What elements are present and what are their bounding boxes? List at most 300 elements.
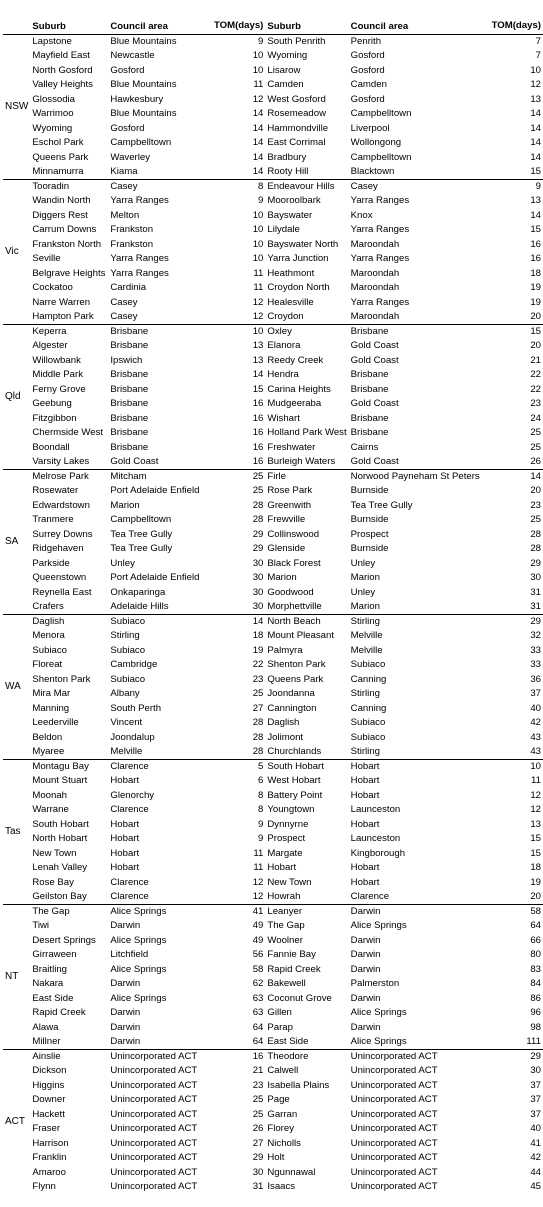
- left-suburb-cell: Ridgehaven: [32, 543, 84, 555]
- right-suburb-cell: Carina Heights: [267, 383, 331, 395]
- right-council-cell: Prospect: [350, 528, 389, 540]
- left-suburb-cell: Wyoming: [32, 122, 73, 134]
- left-suburb-cell: Rose Bay: [32, 876, 74, 888]
- left-suburb-cell: Braitling: [32, 963, 68, 975]
- table-body: [3, 35, 543, 1195]
- right-suburb-cell: Bayswater North: [267, 238, 339, 250]
- right-suburb-cell: Freshwater: [267, 441, 316, 453]
- left-council-cell: Unley: [110, 557, 135, 569]
- left-council-cell: Unincorporated ACT: [110, 1123, 198, 1135]
- right-suburb-cell: Wishart: [267, 412, 300, 424]
- left-council-cell: South Perth: [110, 702, 162, 714]
- left-suburb-cell: Boondall: [32, 441, 70, 453]
- right-council-cell: Unincorporated ACT: [350, 1079, 438, 1091]
- table-row: [3, 1122, 543, 1137]
- left-suburb-cell: Algester: [32, 340, 68, 352]
- left-council-cell: Alice Springs: [110, 992, 167, 1004]
- left-suburb-cell: Frankston North: [32, 238, 102, 250]
- table-row: [3, 455, 543, 470]
- left-tom-cell: 29: [252, 1152, 264, 1164]
- right-suburb-cell: East Corrimal: [267, 137, 326, 149]
- right-tom-cell: 15: [530, 224, 541, 236]
- right-tom-cell: 29: [482, 1050, 543, 1065]
- right-council-cell: Gold Coast: [350, 340, 399, 352]
- right-council-cell: Maroondah: [350, 267, 400, 279]
- left-suburb-cell: Melrose Park: [30, 470, 108, 485]
- left-tom-cell: 9: [258, 195, 264, 207]
- right-tom-cell: 19: [530, 296, 541, 308]
- left-suburb-cell: Carrum Downs: [32, 224, 97, 236]
- right-tom-cell: 29: [482, 615, 543, 630]
- header-council-right: Council area: [350, 21, 409, 33]
- left-suburb-cell: Shenton Park: [32, 673, 91, 685]
- table-row: [3, 339, 543, 354]
- left-tom-cell: 8: [258, 789, 264, 801]
- left-council-cell: Campbelltown: [110, 137, 172, 149]
- right-tom-cell: 84: [530, 978, 541, 990]
- right-tom-cell: 66: [530, 934, 541, 946]
- right-suburb-cell: Croydon: [267, 311, 304, 323]
- left-tom-cell: 14: [252, 166, 264, 178]
- left-council-cell: Cardinia: [110, 282, 147, 294]
- table-row: [3, 934, 543, 949]
- right-council-cell: Darwin: [350, 992, 381, 1004]
- left-suburb-cell: Millner: [32, 1036, 61, 1048]
- left-council-cell: Tea Tree Gully: [110, 528, 173, 540]
- left-council-cell: Gold Coast: [110, 456, 159, 468]
- right-council-cell: Brisbane: [350, 412, 389, 424]
- right-council-cell: Hobart: [349, 760, 482, 775]
- left-tom-cell: 11: [253, 862, 264, 874]
- left-tom-cell: 19: [252, 644, 264, 656]
- right-tom-cell: 43: [530, 731, 541, 743]
- left-council-cell: Newcastle: [110, 50, 155, 62]
- right-council-cell: Tea Tree Gully: [350, 499, 413, 511]
- table-row: [3, 876, 543, 891]
- right-tom-cell: 80: [530, 949, 541, 961]
- table-row: [3, 1021, 543, 1036]
- left-tom-cell: 12: [252, 311, 264, 323]
- right-suburb-cell: Bayswater: [267, 209, 313, 221]
- left-tom-cell: 16: [252, 427, 264, 439]
- left-council-cell: Hobart: [110, 862, 140, 874]
- right-tom-cell: 40: [530, 702, 541, 714]
- right-tom-cell: 12: [530, 804, 541, 816]
- left-council-cell: Hawkesbury: [110, 93, 164, 105]
- right-council-cell: Alice Springs: [350, 1007, 407, 1019]
- table-row: [3, 557, 543, 572]
- left-suburb-cell: Mira Mar: [32, 688, 71, 700]
- left-tom-cell: 25: [202, 470, 265, 485]
- table-row: [3, 165, 543, 180]
- right-council-cell: Maroondah: [350, 282, 400, 294]
- right-suburb-cell: The Gap: [267, 920, 305, 932]
- left-tom-cell: 13: [252, 354, 264, 366]
- right-council-cell: Darwin: [350, 949, 381, 961]
- left-suburb-cell: Geilston Bay: [32, 891, 87, 903]
- left-suburb-cell: Queenstown: [32, 572, 87, 584]
- table-row: [3, 136, 543, 151]
- left-tom-cell: 41: [202, 905, 265, 920]
- left-tom-cell: 30: [252, 601, 264, 613]
- table-row: [3, 252, 543, 267]
- left-council-cell: Casey: [110, 311, 138, 323]
- right-suburb-cell: Margate: [267, 847, 303, 859]
- table-row: [3, 310, 543, 325]
- right-suburb-cell: Dynnyrne: [267, 818, 309, 830]
- table-row: [3, 397, 543, 412]
- table-row: [3, 600, 543, 615]
- left-tom-cell: 64: [252, 1021, 264, 1033]
- left-tom-cell: 28: [252, 717, 264, 729]
- right-suburb-cell: Cannington: [267, 702, 317, 714]
- left-suburb-cell: Alawa: [32, 1021, 59, 1033]
- right-suburb-cell: North Beach: [265, 615, 348, 630]
- left-tom-cell: 16: [202, 1050, 265, 1065]
- right-suburb-cell: Camden: [267, 79, 304, 91]
- right-suburb-cell: Woolner: [267, 934, 303, 946]
- right-tom-cell: 19: [530, 282, 541, 294]
- right-council-cell: Unincorporated ACT: [350, 1108, 438, 1120]
- right-tom-cell: 13: [530, 93, 541, 105]
- left-council-cell: Hobart: [110, 818, 140, 830]
- left-suburb-cell: Fitzgibbon: [32, 412, 77, 424]
- right-council-cell: Subiaco: [350, 731, 386, 743]
- table-row: [3, 760, 543, 775]
- table-row: [3, 963, 543, 978]
- left-council-cell: Blue Mountains: [110, 108, 177, 120]
- state-label: NSW: [3, 35, 30, 180]
- right-council-cell: Darwin: [349, 905, 482, 920]
- table-row: [3, 122, 543, 137]
- table-row: [3, 789, 543, 804]
- right-suburb-cell: Endeavour Hills: [265, 180, 348, 195]
- left-tom-cell: 14: [252, 122, 264, 134]
- right-council-cell: Gold Coast: [350, 354, 399, 366]
- left-tom-cell: 30: [252, 586, 264, 598]
- right-tom-cell: 83: [530, 963, 541, 975]
- right-council-cell: Canning: [350, 673, 387, 685]
- table-row: [3, 78, 543, 93]
- right-tom-cell: 14: [530, 209, 541, 221]
- left-suburb-cell: Rosewater: [32, 485, 79, 497]
- right-tom-cell: 42: [530, 717, 541, 729]
- right-suburb-cell: Heathmont: [267, 267, 315, 279]
- left-tom-cell: 56: [252, 949, 264, 961]
- table-row: [3, 1006, 543, 1021]
- right-tom-cell: 31: [530, 601, 541, 613]
- right-suburb-cell: Howrah: [267, 891, 301, 903]
- table-row: [3, 441, 543, 456]
- left-suburb-cell: Nakara: [32, 978, 64, 990]
- right-council-cell: Darwin: [350, 934, 381, 946]
- table-row: [3, 64, 543, 79]
- left-council-cell: Yarra Ranges: [110, 267, 169, 279]
- right-council-cell: Yarra Ranges: [350, 195, 410, 207]
- right-suburb-cell: East Side: [267, 1036, 309, 1048]
- left-suburb-cell: Minnamurra: [32, 166, 84, 178]
- right-suburb-cell: Mount Pleasant: [267, 630, 335, 642]
- left-council-cell: Brisbane: [110, 369, 149, 381]
- left-suburb-cell: Beldon: [32, 731, 63, 743]
- left-suburb-cell: Parkside: [32, 557, 70, 569]
- left-council-cell: Brisbane: [110, 383, 149, 395]
- table-row: [3, 919, 543, 934]
- left-tom-cell: 12: [252, 891, 264, 903]
- table-row: [3, 890, 543, 905]
- table-row: [3, 151, 543, 166]
- right-council-cell: Camden: [350, 79, 387, 91]
- table-row: [3, 35, 543, 50]
- left-suburb-cell: Ainslie: [30, 1050, 108, 1065]
- right-tom-cell: 13: [530, 818, 541, 830]
- right-council-cell: Darwin: [350, 963, 381, 975]
- right-council-cell: Burnside: [350, 514, 389, 526]
- left-council-cell: Frankston: [110, 224, 154, 236]
- left-tom-cell: 62: [252, 978, 264, 990]
- right-council-cell: Marion: [350, 572, 380, 584]
- header-tom-right: TOM(days): [491, 20, 541, 32]
- right-suburb-cell: Theodore: [265, 1050, 348, 1065]
- left-suburb-cell: Dickson: [32, 1065, 67, 1077]
- right-suburb-cell: South Hobart: [265, 760, 348, 775]
- right-council-cell: Canning: [350, 702, 387, 714]
- right-tom-cell: 111: [526, 1036, 541, 1048]
- right-tom-cell: 20: [530, 485, 541, 497]
- table-row: [3, 716, 543, 731]
- right-suburb-cell: Fannie Bay: [267, 949, 316, 961]
- right-suburb-cell: New Town: [267, 876, 312, 888]
- right-tom-cell: 12: [530, 79, 541, 91]
- right-council-cell: Maroondah: [350, 311, 400, 323]
- left-suburb-cell: Middle Park: [32, 369, 83, 381]
- left-tom-cell: 22: [252, 659, 264, 671]
- right-suburb-cell: Collinswood: [267, 528, 320, 540]
- left-suburb-cell: Mayfield East: [32, 50, 90, 62]
- right-suburb-cell: Healesville: [267, 296, 314, 308]
- right-council-cell: Casey: [349, 180, 482, 195]
- left-suburb-cell: Ferny Grove: [32, 383, 86, 395]
- left-suburb-cell: Varsity Lakes: [32, 456, 90, 468]
- left-suburb-cell: Tooradin: [30, 180, 108, 195]
- left-tom-cell: 30: [252, 557, 264, 569]
- right-council-cell: Norwood Payneham St Peters: [350, 471, 480, 483]
- right-suburb-cell: Lilydale: [267, 224, 300, 236]
- right-suburb-cell: Black Forest: [267, 557, 321, 569]
- left-tom-cell: 30: [252, 572, 264, 584]
- table-row: [3, 209, 543, 224]
- right-tom-cell: 13: [530, 195, 541, 207]
- left-tom-cell: 63: [252, 992, 264, 1004]
- left-tom-cell: 26: [252, 1123, 264, 1135]
- right-council-cell: Brisbane: [349, 325, 482, 340]
- left-council-cell: Campbelltown: [110, 514, 172, 526]
- left-tom-cell: 16: [252, 456, 264, 468]
- header-council-left: Council area: [110, 21, 168, 33]
- table-row: [3, 992, 543, 1007]
- left-tom-cell: 12: [252, 876, 264, 888]
- left-council-cell: Brisbane: [110, 340, 149, 352]
- right-council-cell: Hobart: [350, 818, 380, 830]
- right-tom-cell: 45: [530, 1181, 541, 1193]
- left-council-cell: Unincorporated ACT: [110, 1137, 198, 1149]
- left-tom-cell: 14: [252, 137, 264, 149]
- left-tom-cell: 8: [258, 804, 264, 816]
- right-council-cell: Gosford: [350, 64, 385, 76]
- left-council-cell: Kiama: [110, 166, 138, 178]
- table-row: [3, 571, 543, 586]
- left-council-cell: Unincorporated ACT: [108, 1050, 202, 1065]
- left-council-cell: Hobart: [110, 847, 140, 859]
- right-suburb-cell: Ngunnawal: [267, 1166, 316, 1178]
- right-suburb-cell: Coconut Grove: [267, 992, 332, 1004]
- left-suburb-cell: Tiwi: [32, 920, 50, 932]
- left-council-cell: Darwin: [110, 920, 141, 932]
- left-tom-cell: 14: [252, 108, 264, 120]
- left-council-cell: Darwin: [110, 1007, 141, 1019]
- table-row: [3, 194, 543, 209]
- state-label: SA: [3, 470, 30, 615]
- right-council-cell: Gosford: [350, 50, 385, 62]
- left-council-cell: Clarence: [110, 891, 149, 903]
- left-council-cell: Port Adelaide Enfield: [110, 572, 200, 584]
- right-tom-cell: 28: [530, 528, 541, 540]
- right-council-cell: Darwin: [350, 1021, 381, 1033]
- state-label: ACT: [3, 1050, 30, 1195]
- left-suburb-cell: South Hobart: [32, 818, 89, 830]
- left-council-cell: Brisbane: [110, 398, 149, 410]
- left-suburb-cell: Lenah Valley: [32, 862, 88, 874]
- right-tom-cell: 64: [530, 920, 541, 932]
- right-council-cell: Campbelltown: [350, 151, 412, 163]
- right-suburb-cell: West Hobart: [267, 775, 321, 787]
- left-tom-cell: 11: [253, 282, 264, 294]
- right-tom-cell: 15: [530, 847, 541, 859]
- table-row: [3, 383, 543, 398]
- right-suburb-cell: Joondanna: [267, 688, 315, 700]
- right-suburb-cell: Churchlands: [267, 746, 322, 758]
- left-tom-cell: 12: [252, 93, 264, 105]
- left-council-cell: Waverley: [110, 151, 151, 163]
- right-council-cell: Launceston: [350, 804, 401, 816]
- right-council-cell: Blacktown: [350, 166, 395, 178]
- right-tom-cell: 12: [530, 789, 541, 801]
- right-council-cell: Hobart: [350, 862, 380, 874]
- right-council-cell: Hobart: [350, 775, 380, 787]
- table-row: [3, 1064, 543, 1079]
- right-tom-cell: 25: [530, 514, 541, 526]
- right-suburb-cell: Daglish: [267, 717, 300, 729]
- left-suburb-cell: Belgrave Heights: [32, 267, 106, 279]
- left-council-cell: Melville: [110, 746, 143, 758]
- left-suburb-cell: Moonah: [32, 789, 68, 801]
- left-tom-cell: 25: [252, 1094, 264, 1106]
- left-council-cell: Alice Springs: [110, 934, 167, 946]
- left-council-cell: Vincent: [110, 717, 143, 729]
- left-suburb-cell: Seville: [32, 253, 61, 265]
- table-row: [3, 49, 543, 64]
- left-tom-cell: 18: [252, 630, 264, 642]
- left-suburb-cell: Edwardstown: [32, 499, 90, 511]
- right-council-cell: Cairns: [350, 441, 379, 453]
- right-tom-cell: 15: [530, 166, 541, 178]
- right-suburb-cell: Bradbury: [267, 151, 307, 163]
- left-suburb-cell: Harrison: [32, 1137, 69, 1149]
- right-suburb-cell: Reedy Creek: [267, 354, 324, 366]
- table-row: [3, 1137, 543, 1152]
- right-suburb-cell: Mooroolbark: [267, 195, 321, 207]
- left-council-cell: Darwin: [110, 1021, 141, 1033]
- left-suburb-cell: Myaree: [32, 746, 65, 758]
- left-tom-cell: 49: [252, 934, 264, 946]
- left-council-cell: Unincorporated ACT: [110, 1181, 198, 1193]
- left-council-cell: Yarra Ranges: [110, 195, 169, 207]
- header-row: [3, 2, 543, 35]
- right-council-cell: Yarra Ranges: [350, 253, 410, 265]
- table-row: [3, 1108, 543, 1123]
- table-row: [3, 238, 543, 253]
- right-suburb-cell: Elanora: [267, 340, 301, 352]
- table-row: [3, 731, 543, 746]
- left-council-cell: Hobart: [110, 775, 140, 787]
- right-council-cell: Marion: [350, 601, 380, 613]
- right-suburb-cell: Yarra Junction: [267, 253, 329, 265]
- right-tom-cell: 33: [530, 659, 541, 671]
- right-tom-cell: 30: [530, 572, 541, 584]
- left-tom-cell: 25: [252, 1108, 264, 1120]
- right-tom-cell: 20: [530, 340, 541, 352]
- right-council-cell: Kingborough: [350, 847, 406, 859]
- table-row: [3, 615, 543, 630]
- left-council-cell: Casey: [110, 296, 138, 308]
- right-council-cell: Burnside: [350, 485, 389, 497]
- right-council-cell: Gold Coast: [350, 456, 399, 468]
- left-suburb-cell: Surrey Downs: [32, 528, 93, 540]
- right-suburb-cell: Rosemeadow: [267, 108, 327, 120]
- right-tom-cell: 42: [530, 1152, 541, 1164]
- table-row: [3, 325, 543, 340]
- right-tom-cell: 37: [530, 1108, 541, 1120]
- right-suburb-cell: Bakewell: [267, 978, 306, 990]
- left-tom-cell: 29: [252, 543, 264, 555]
- left-tom-cell: 58: [252, 963, 264, 975]
- right-tom-cell: 16: [530, 253, 541, 265]
- state-label: WA: [3, 615, 30, 760]
- right-tom-cell: 41: [530, 1137, 541, 1149]
- left-suburb-cell: East Side: [32, 992, 74, 1004]
- left-council-cell: Glenorchy: [110, 789, 155, 801]
- right-council-cell: Brisbane: [350, 427, 389, 439]
- right-suburb-cell: Burleigh Waters: [267, 456, 336, 468]
- left-suburb-cell: Valley Heights: [32, 79, 93, 91]
- table-row: [3, 107, 543, 122]
- right-suburb-cell: Lisarow: [267, 64, 301, 76]
- right-council-cell: Unley: [350, 557, 376, 569]
- right-suburb-cell: Page: [267, 1094, 290, 1106]
- left-council-cell: Marion: [110, 499, 140, 511]
- left-suburb-cell: Floreat: [32, 659, 63, 671]
- table-row: [3, 1151, 543, 1166]
- left-tom-cell: 28: [252, 514, 264, 526]
- left-council-cell: Gosford: [110, 122, 145, 134]
- left-suburb-cell: Franklin: [32, 1152, 67, 1164]
- left-tom-cell: 14: [202, 615, 265, 630]
- right-suburb-cell: Greenwith: [267, 499, 312, 511]
- right-suburb-cell: Frewville: [267, 514, 306, 526]
- left-council-cell: Unincorporated ACT: [110, 1065, 198, 1077]
- left-suburb-cell: Mount Stuart: [32, 775, 88, 787]
- right-council-cell: Gosford: [350, 93, 385, 105]
